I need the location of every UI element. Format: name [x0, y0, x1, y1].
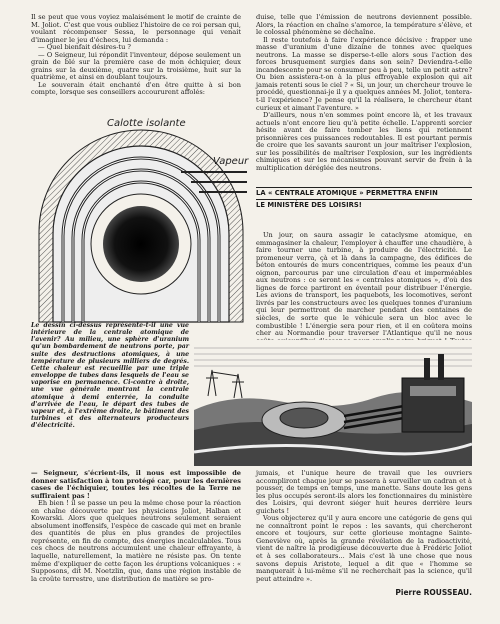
paragraph: Il reste toutefois à faire l'expérience décisive : frapper une masse d'uranium d'une dizaine de tonnes avec quelques neutrons. La masse se disperse-t-elle alors sous l'action des forces brusquement surgies dans son sein? Deviendra-t-elle incandescente pour se consumer peu à peu, telle un petit astre? Ou bien assistera-t-on à la plus effroyable explosion qui ait jamais retenti sous le ciel ? « Si, un jour, un chercheur trouve le procédé, questionnai-je il y a quelques années M. Joliot, tentera-t-il l'expérience? Je pense qu'il la réalisera, le chercheur étant curieux et aimant l'aventure. » [256, 35, 472, 112]
author-signature: Pierre ROUSSEAU. [395, 588, 472, 597]
figure-caption: Le dessin ci-dessus représente-t-il une vue intérieure de la centrale atomique de l'avenir? Au milieu, une sphère d'uranium qu'un bombardement de neutrons porte, par suite des destructions atomiques, à une température de plusieurs milliers de degrés. Cette chaleur est recueillie par une triple enveloppe de tubes dans lesquels de l'eau se vaporise en permanence. Ci-contre à droite, une vue générale montrant la centrale atomique à demi enterrée, la conduite d'arrivée de l'eau, le départ des tubes de vapeur et, à l'extrême droite, le bâtiment des turbines et des alternateurs producteurs d'électricité. [31, 322, 189, 430]
figure-label-right: Vapeur [213, 156, 249, 167]
atomic-plant-landscape-illustration [194, 340, 472, 466]
article-column-left-top [31, 14, 241, 114]
paragraph: — O Seigneur, lui répondit l'inventeur, dépose seulement un grain de blé sur la première case de mon échiquier, deux grains sur la deuxième, quatre sur la troisième, huit sur la quatrième, et ainsi en doublant toujours. [31, 50, 241, 82]
section-title-line-1: LA « CENTRALE ATOMIQUE » PERMETTRA ENFIN [256, 189, 438, 197]
paragraph: D'ailleurs, nous n'en sommes point encore là, et les travaux actuels n'ont encore lieu qu'à petite échelle. L'apprenti sorcier hésite avant de faire tomber les liens qui retiennent prisonnières ces puissances redoutables. Il est pourtant permis de croire que les savants sauront un jour maîtriser l'explosion, sur les possibilités de maîtriser l'explosion, sur les ingrédients chimiques et sur les mécanismes pouvant servir de frein à la multiplication déréglée des neutrons. [256, 111, 472, 172]
divider [256, 187, 472, 188]
section-heading [256, 186, 472, 210]
article-column-left-bottom [31, 470, 241, 618]
article-column-right-middle [256, 231, 472, 338]
paragraph: Un jour, on saura assagir le cataclysme atomique, en emmagasiner la chaleur, l'employer à chauffer une chaudière, à faire tourner une turbine, à produire de l'électricité. Le promeneur verra, çà et là dans la campagne, des édifices de béton entourés de murs concentriques, comme les peaux d'un oignon, parcourus par une circulation d'eau et imperméables aux neutrons : ce seront les « centrales atomiques », d'où des lignes de force partiront en éventail pour distribuer l'énergie. Les avions de transport, les paquebots, les locomotives, seront livrés par les constructeurs avec les quelques tonnes d'uranium qui leur permettront de marcher pendant des centaines de siècles, de sorte que le véhicule sera un bloc avec le combustible ! L'énergie sera pour rien, et il en coûtera moins cher au Normandie pour traverser l'Atlantique qu'il ne nous [256, 231, 472, 338]
divider [256, 199, 472, 200]
reactor-cross-section-illustration [31, 112, 251, 324]
article-column-right-top [256, 14, 472, 184]
paragraph: Vous objecterez qu'il y aura encore une catégorie de gens qui ne connaîtront point le repos : les savants, qui chercheront encore et toujours, sur cette glorieuse montagne Sainte-Geneviève où, après la grande révélation de la radioactivité, vient de naître la prodigieuse découverte due à Frédéric Joliot et à ses collaborateurs... Mais c'est là une chose que nous savons depuis Aristote, lequel a dit que « l'homme se manquerait à lui-même s'il ne recherchait pas la science, qu'il peut atteindre ». [256, 514, 472, 583]
paragraph: jumais, et l'unique heure de travail que les ouvriers accompliront chaque jour se passera à surveiller un cadran et à pousser, de temps en temps, une manette. Sans doute les gens les plus occupés seront-ils alors les fonctionnaires du ministère des Loisirs, qui devront siéger huit heures derrière leurs guichets ! [256, 469, 472, 515]
paragraph: — Seigneur, s'écrient-ils, il nous est impossible de donner satisfaction à ton protégé car, pour les dernières cases de l'échiquier, toutes les récoltes de la Terre ne suffiraient pas ! [31, 469, 241, 500]
article-column-right-bottom [256, 470, 472, 586]
paragraph: duise, telle que l'émission de neutrons deviennent possible. Alors, la réaction en chaîne s'amorce, la température s'élève, et le colossal phénomène se déchaîne. [256, 13, 472, 37]
section-title-line-2: LE MINISTÈRE DES LOISIRS! [256, 201, 362, 209]
paragraph: — Quel bienfait désires-tu ? [38, 43, 131, 52]
paragraph: Le souverain était enchanté d'en être quitte à si bon compte, lorsque ses conseillers accoururent affolés: [31, 80, 241, 97]
figure-label-top: Calotte isolante [107, 118, 186, 129]
paragraph: Il se peut que vous voyiez malaisément le motif de crainte de M. Joliot. C'est que vous oubliez l'histoire de ce roi persan qui, voulant récompenser Sessa, le personnage qui venait d'imaginer le jeu d'échecs, lui demanda : [31, 13, 241, 44]
paragraph: Eh bien ! il se passe un peu la même chose pour la réaction en chaîne découverte par les physiciens Joliot, Halban et Kowarski. Alors que quelques neutrons seulement seraient absolument inoffensifs, l'espèce de cascade qui met en branle des quantités de plus en plus grandes de projectiles représente, en fin de compte, des énergies incalculables. Tous ces chocs de neutrons accumulent une chaleur effrayante, à laquelle, naturellement, la matière ne résiste pas. On tente même d'expliquer de cette façon les éruptions volcaniques : « Supposons, dit M. Noetzlin, que, dans une région instable de la croûte terrestre, une distribution de matière se pro- [31, 499, 241, 583]
